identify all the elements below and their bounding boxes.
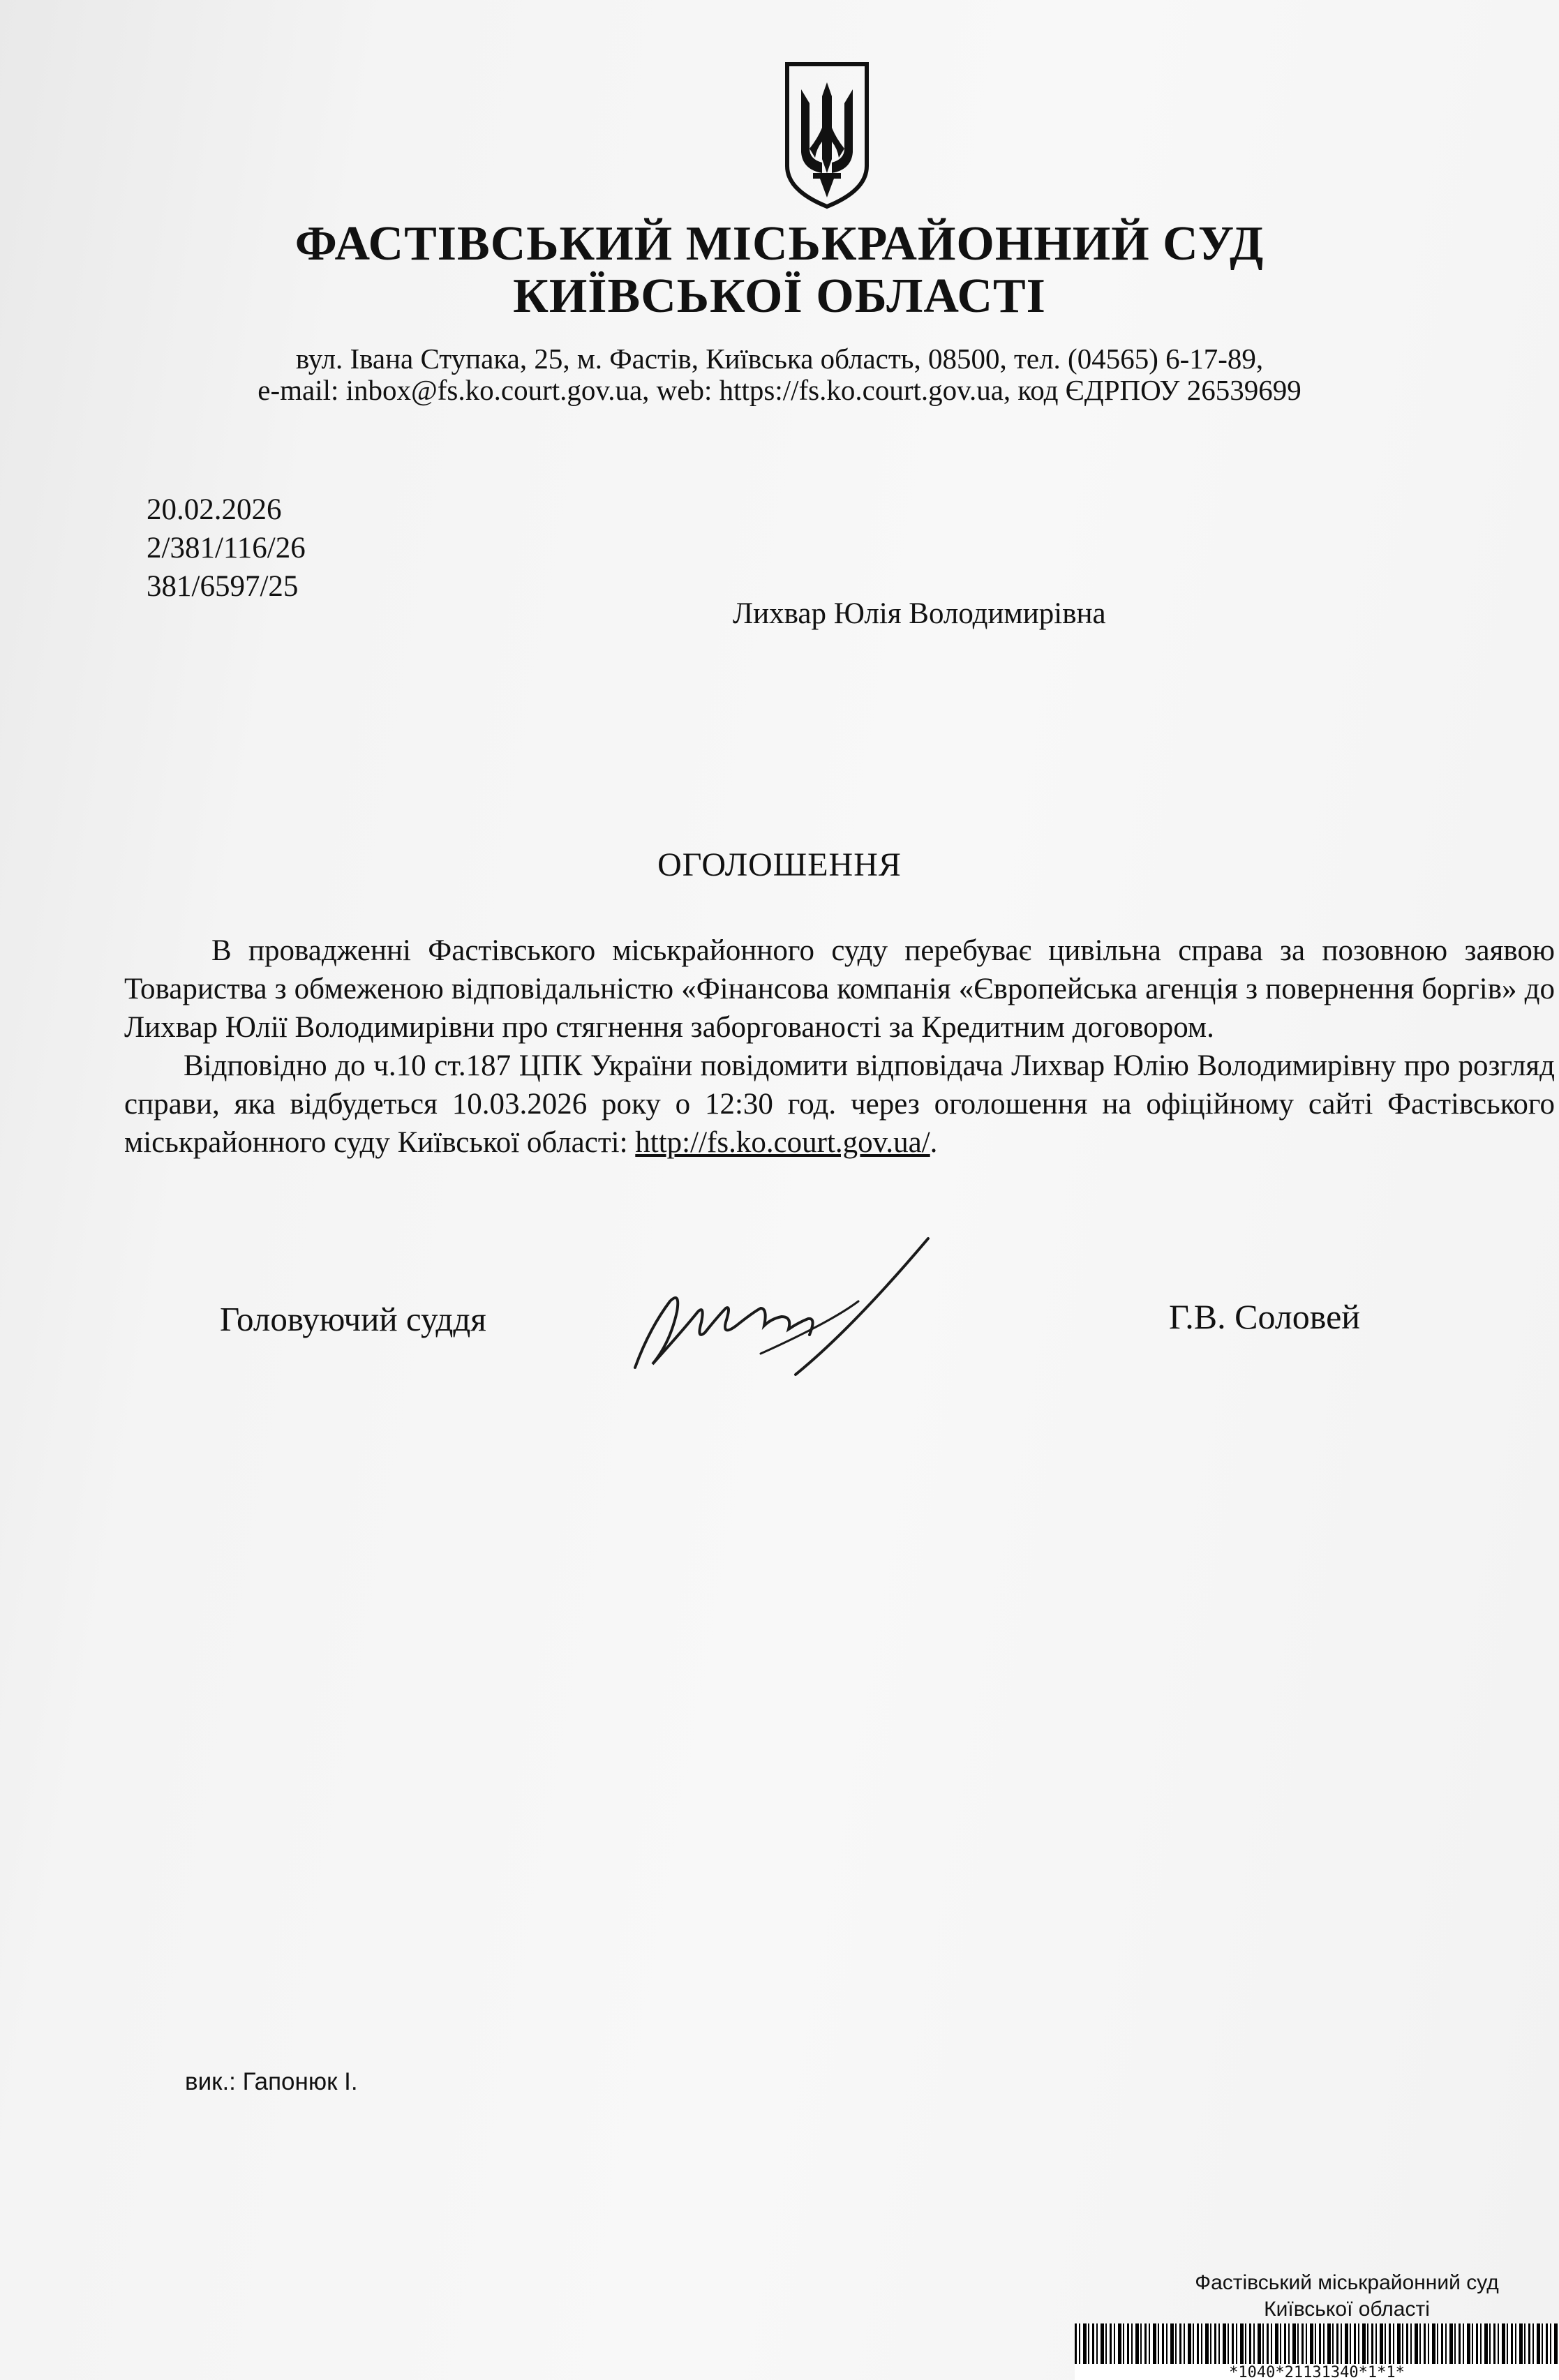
- barcode-number: *1040*21131340*1*1*: [1075, 2364, 1559, 2380]
- court-address: вул. Івана Ступака, 25, м. Фастів, Київська область, 08500, тел. (04565) 6-17-89,: [295, 343, 1264, 375]
- executor-note: вик.: Гапонюк І.: [185, 2068, 358, 2095]
- handwritten-signature-icon: [621, 1225, 942, 1406]
- body-paragraph-2: [124, 1047, 1555, 1162]
- stamp-region: Київської області: [1264, 2298, 1430, 2321]
- court-name-line1: ФАСТІВСЬКИЙ МІСЬКРАЙОННИЙ СУД: [294, 217, 1265, 271]
- body-paragraph-2-text: Відповідно до ч.10 ст.187 ЦПК України повідомити відповідача Лихвар Юлію Володимирівну про розгляд справи, яка відбудеться 10.03.2026 року о 12:30 год. через оголошення на офіційному сайті Фастівського міськрайонного суду Київської області:: [124, 1049, 1555, 1159]
- announcement-body: [124, 931, 1555, 1162]
- announcement-heading: ОГОЛОШЕННЯ: [657, 846, 902, 883]
- barcode-bars: [1075, 2323, 1559, 2367]
- stamp-court-name: Фастівський міськрайонний суд: [1195, 2271, 1499, 2294]
- body-paragraph-2-end: .: [930, 1126, 938, 1159]
- judge-role: Головуючий суддя: [220, 1300, 486, 1338]
- registration-number: 2/381/116/26: [147, 532, 306, 564]
- document-date: 20.02.2026: [147, 493, 282, 526]
- trident-coat-of-arms-icon: [782, 61, 872, 209]
- recipient-name: Лихвар Юлія Володимирівна: [733, 597, 1106, 630]
- body-paragraph-1: В провадженні Фастівського міськрайонного суду перебуває цивільна справа за позовною заявою Товариства з обмеженою відповідальністю «Фінансова компанія «Європейська агенція з повернення боргів» до Лихвар Юлії Володимирівни про стягнення заборгованості за Кредитним договором.: [124, 934, 1555, 1044]
- court-website-link[interactable]: http://fs.ko.court.gov.ua/: [635, 1126, 930, 1159]
- court-contacts: e-mail: inbox@fs.ko.court.gov.ua, web: https://fs.ko.court.gov.ua, код ЄДРПОУ 26539699: [258, 374, 1301, 406]
- judge-name: Г.В. Соловей: [1169, 1297, 1361, 1336]
- case-number: 381/6597/25: [147, 570, 299, 603]
- barcode: [1075, 2323, 1559, 2380]
- court-name-line2: КИЇВСЬКОЇ ОБЛАСТІ: [513, 269, 1046, 323]
